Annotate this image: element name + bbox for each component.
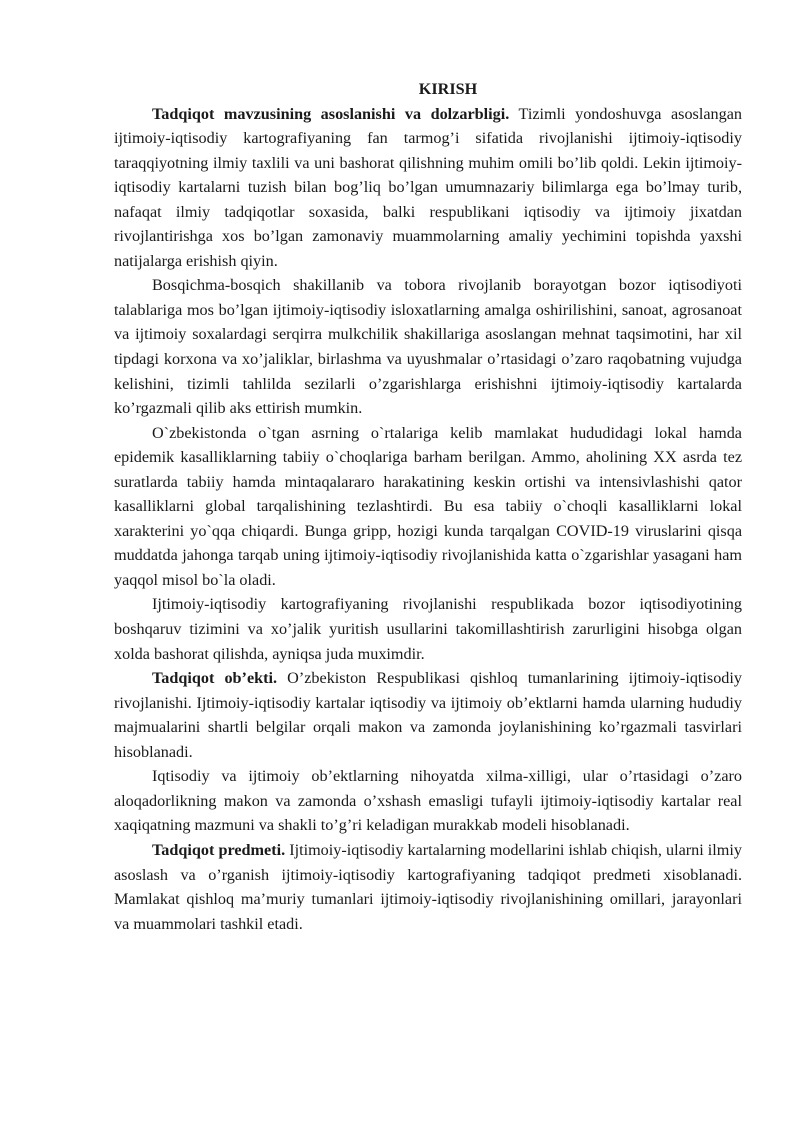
- document-page: [114, 77, 742, 936]
- paragraph-text: Ijtimoiy-iqtisodiy kartografiyaning rivojlanishi respublikada bozor iqtisodiyotining boshqaruv tizimini va xo’jalik yuritish usullarini takomillashtirish zarurligini hisobga olgan xolda bashorat qilishda, ayniqsa juda muximdir.: [114, 595, 742, 663]
- paragraph-text: O`zbekistonda o`tgan asrning o`rtalariga kelib mamlakat hududidagi lokal hamda epidemik kasalliklarning tabiiy o`choqlariga barham berilgan. Ammo, aholining XX asrda tez suratlarda tabiiy hamda mintaqalararo harakatining keskin ortishi va intensivlashishi qator kasalliklarni global tarqalishining tezlashtirdi. Bu esa tabiiy o`choqli kasalliklarni lokal xarakterini yo`qqa chiqardi. Bunga gripp, hozigi kunda tarqalgan COVID-19 viruslarini qisqa muddatda jahonga tarqab uning ijtimoiy-iqtisodiy rivojlanishida katta o`zgarishlar yasagani ham yaqqol misol bo`la oladi.: [114, 423, 742, 589]
- paragraph-lead: Tadqiqot predmeti.: [152, 840, 286, 859]
- paragraph-epidemics: [114, 421, 742, 593]
- paragraph-market-reforms: [114, 273, 742, 420]
- paragraph-relevance: [114, 102, 742, 274]
- paragraph-text: O’zbekiston Respublikasi qishloq tumanlarining ijtimoiy-iqtisodiy rivojlanishi. Ijtimoiy-iqtisodiy kartalar iqtisodiy va ijtimoiy ob’ektlarni hamda ularning hududiy majmualarini shartli belgilar orqali makon va zamonda joylanishining ko’rgazmali tasvirlari hisoblanadi.: [114, 669, 742, 761]
- document-title: KIRISH: [418, 80, 478, 98]
- paragraph-text: Iqtisodiy va ijtimoiy ob’ektlarning nihoyatda xilma-xilligi, ular o’rtasidagi o’zaro aloqadorlikning makon va zamonda o’xshash emasligi tufayli ijtimoiy-iqtisodiy kartalar real xaqiqatning mazmuni va shakli to’g’ri keladigan murakkab modeli hisoblanadi.: [114, 767, 742, 835]
- paragraph-lead: Tadqiqot mavzusining asoslanishi va dolzarbligi.: [152, 104, 510, 123]
- paragraph-text: Ijtimoiy-iqtisodiy kartalarning modellarini ishlab chiqish, ularni ilmiy asoslash va o’rganish ijtimoiy-iqtisodiy kartografiyaning tadqiqot predmeti xisoblanadi. Mamlakat qishloq ma’muriy tumanlari ijtimoiy-iqtisodiy rivojlanishining omillari, jarayonlari va muammolari tashkil etadi.: [114, 840, 742, 933]
- paragraph-text: Tizimli yondoshuvga asoslangan ijtimoiy-iqtisodiy kartografiyaning fan tarmog’i sifatida rivojlanishi ijtimoiy-iqtisodiy taraqqiyotning ilmiy taxlili va uni bashorat qilishning muhim omili bo’lib qoldi. Lekin ijtimoiy-iqtisodiy kartalarni tuzish bilan bog’liq bo’lgan umumnazariy bilimlarga ega bo’lmay turib, nafaqat ilmiy tadqiqotlar soxasida, balki respublikani iqtisodiy va ijtimoiy jixatdan rivojlantirishga xos bo’lgan zamonaviy muammolarning amaliy yechimini topishda yaxshi natijalarga erishish qiyin.: [114, 104, 742, 270]
- paragraph-lead: Tadqiqot ob’ekti.: [152, 669, 278, 688]
- paragraph-research-object: [114, 666, 742, 764]
- paragraph-diversity: [114, 764, 742, 838]
- paragraph-forecasting: [114, 592, 742, 666]
- paragraph-text: Bosqichma-bosqich shakillanib va tobora rivojlanib borayotgan bozor iqtisodiyoti talablariga mos bo’lgan ijtimoiy-iqtisodiy isloxatlarning amalga oshirilishini, sanoat, agrosanoat va ijtimoiy soxalardagi serqirra mulkchilik shakillariga asoslangan mehnat taqsimotini, har xil tipdagi korxona va xo’jaliklar, birlashma va uyushmalar o’rtasidagi o’zaro raqobatning vujudga kelishini, tizimli tahlilda sezilarli o’zgarishlarga erishishni ijtimoiy-iqtisodiy kartalarda ko’rgazmali qilib aks ettirish mumkin.: [114, 276, 742, 418]
- paragraph-research-subject: [114, 838, 742, 936]
